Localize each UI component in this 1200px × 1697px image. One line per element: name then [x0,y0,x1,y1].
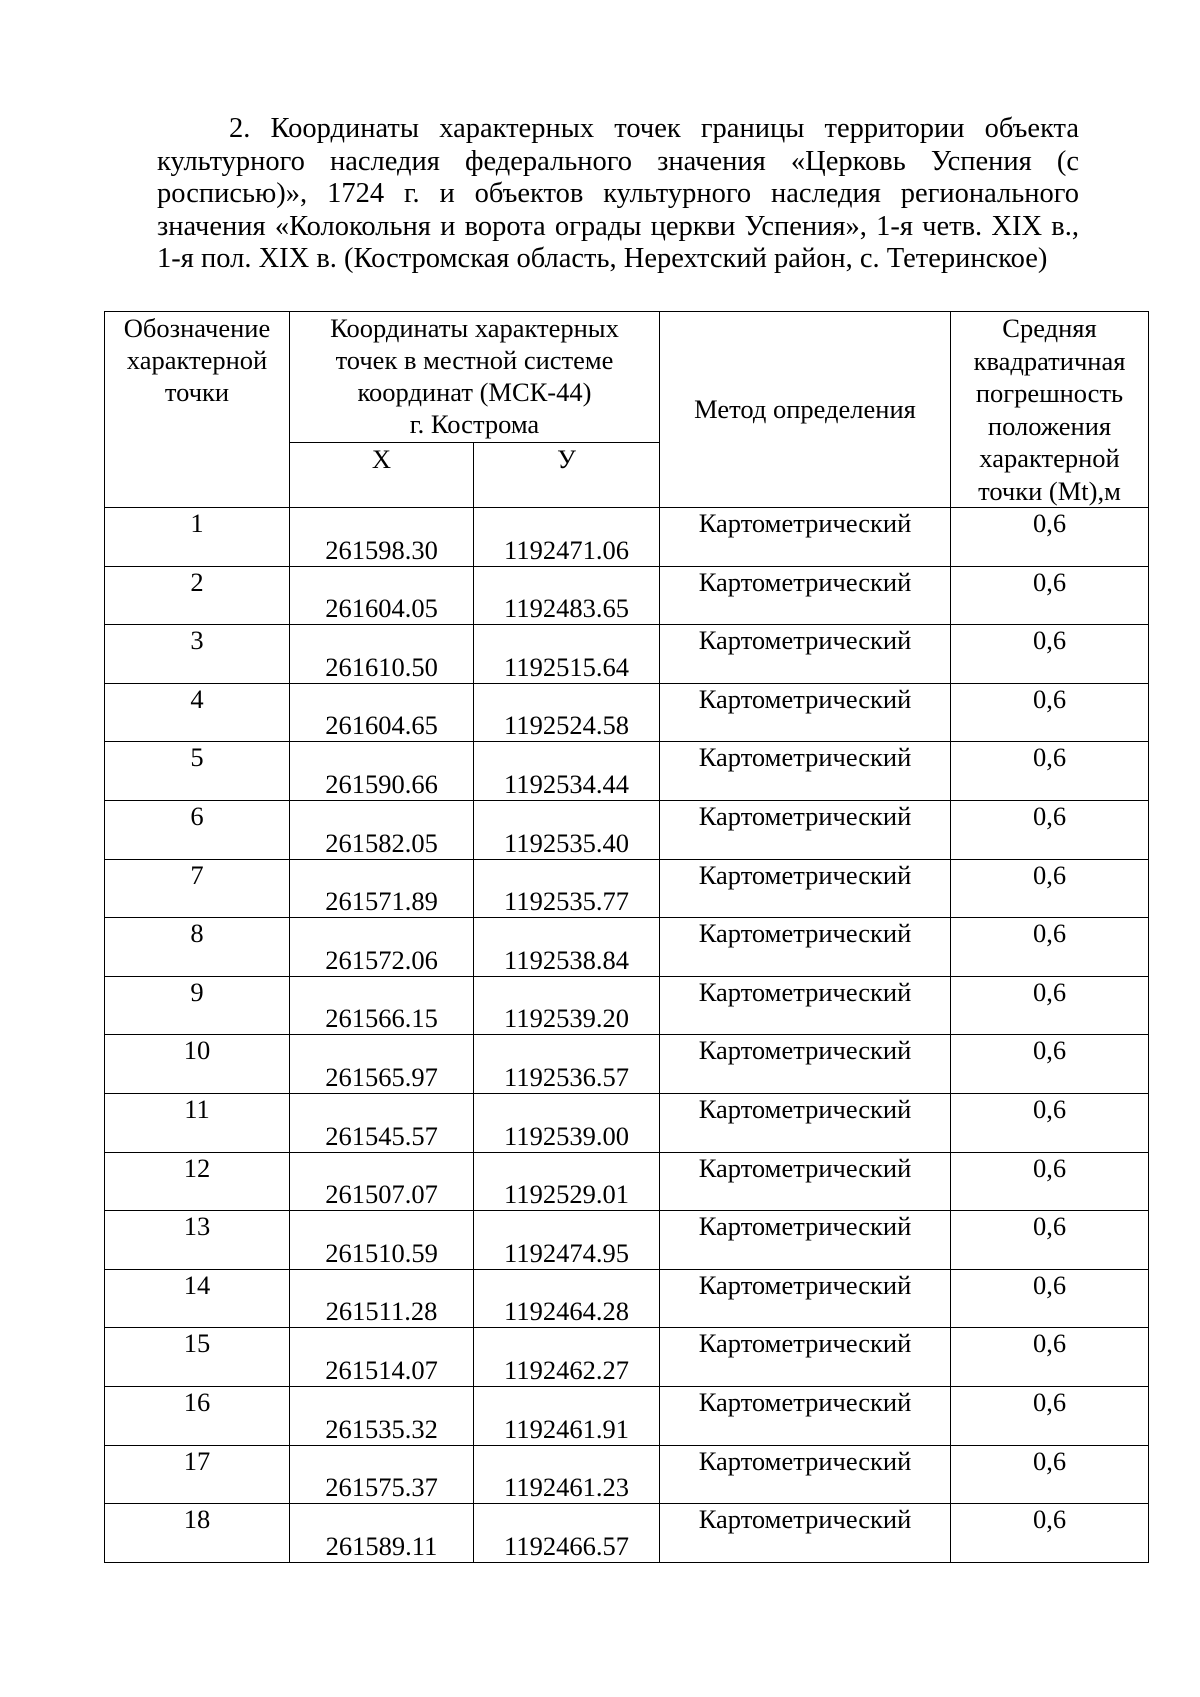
method: Картометрический [660,683,951,742]
error-value: 0,6 [951,1152,1149,1211]
table-row [105,1386,1149,1445]
y-coordinate: 1192461.23 [474,1445,660,1504]
y-coordinate: 1192524.58 [474,683,660,742]
table-row [105,683,1149,742]
table-row [105,1328,1149,1387]
error-value: 0,6 [951,918,1149,977]
table-row [105,800,1149,859]
y-coordinate: 1192535.40 [474,800,660,859]
point-number: 3 [105,625,290,684]
method: Картометрический [660,508,951,567]
y-coordinate: 1192535.77 [474,859,660,918]
method: Картометрический [660,1035,951,1094]
method: Картометрический [660,1269,951,1328]
error-value: 0,6 [951,508,1149,567]
table-row [105,1269,1149,1328]
error-value: 0,6 [951,1445,1149,1504]
point-number: 12 [105,1152,290,1211]
method: Картометрический [660,625,951,684]
table-body [105,508,1149,1563]
x-coordinate: 261510.59 [290,1211,474,1270]
table-row [105,1093,1149,1152]
x-coordinate: 261610.50 [290,625,474,684]
heading-line-5: 1-я пол. XIX в. (Костромская область, Нерехтский район, с. Тетеринское) [157,243,1048,274]
header-point-line: точки [164,377,230,407]
table-row [105,1504,1149,1563]
x-coordinate: 261590.66 [290,742,474,801]
x-coordinate: 261514.07 [290,1328,474,1387]
heading-line-1: 2. Координаты характерных точек границы территории объекта [229,113,1079,144]
y-coordinate: 1192474.95 [474,1211,660,1270]
x-coordinate: 261604.05 [290,566,474,625]
y-coordinate: 1192536.57 [474,1035,660,1094]
header-method: Метод определения [660,312,951,508]
header-error-line: положения [987,410,1112,441]
x-coordinate: 261511.28 [290,1269,474,1328]
method: Картометрический [660,1328,951,1387]
table-row [105,918,1149,977]
error-value: 0,6 [951,1328,1149,1387]
header-y: У [474,443,660,508]
x-coordinate: 261545.57 [290,1093,474,1152]
header-coords-line: координат (МСК-44) [357,377,592,407]
header-coords-line: г. Кострома [409,409,540,439]
x-coordinate: 261565.97 [290,1035,474,1094]
x-coordinate: 261589.11 [290,1504,474,1563]
method: Картометрический [660,1386,951,1445]
header-error-line: Средняя [1002,313,1097,343]
point-number: 8 [105,918,290,977]
method: Картометрический [660,1445,951,1504]
header-error-line: точки (Mt),м [978,475,1121,506]
point-number: 17 [105,1445,290,1504]
y-coordinate: 1192464.28 [474,1269,660,1328]
method: Картометрический [660,1211,951,1270]
error-value: 0,6 [951,1035,1149,1094]
header-point-designation [105,312,290,508]
header-error [951,312,1149,508]
point-number: 5 [105,742,290,801]
method: Картометрический [660,1093,951,1152]
y-coordinate: 1192515.64 [474,625,660,684]
y-coordinate: 1192538.84 [474,918,660,977]
point-number: 4 [105,683,290,742]
error-value: 0,6 [951,1386,1149,1445]
error-value: 0,6 [951,1093,1149,1152]
error-value: 0,6 [951,976,1149,1035]
y-coordinate: 1192539.00 [474,1093,660,1152]
point-number: 7 [105,859,290,918]
heading-line-2: культурного наследия федерального значения «Церковь Успения (с [157,145,1079,177]
x-coordinate: 261604.65 [290,683,474,742]
table-row [105,742,1149,801]
y-coordinate: 1192462.27 [474,1328,660,1387]
error-value: 0,6 [951,566,1149,625]
x-coordinate: 261571.89 [290,859,474,918]
point-number: 9 [105,976,290,1035]
header-x: Х [290,443,474,508]
error-value: 0,6 [951,742,1149,801]
error-value: 0,6 [951,1211,1149,1270]
point-number: 1 [105,508,290,567]
point-number: 14 [105,1269,290,1328]
y-coordinate: 1192529.01 [474,1152,660,1211]
x-coordinate: 261535.32 [290,1386,474,1445]
method: Картометрический [660,800,951,859]
header-point-line: характерной [126,345,268,375]
error-value: 0,6 [951,625,1149,684]
document-heading [157,113,1079,276]
table-row [105,1035,1149,1094]
point-number: 6 [105,800,290,859]
point-number: 13 [105,1211,290,1270]
error-value: 0,6 [951,1504,1149,1563]
x-coordinate: 261572.06 [290,918,474,977]
method: Картометрический [660,566,951,625]
header-error-line: характерной [979,443,1120,473]
table-row [105,976,1149,1035]
table-row [105,508,1149,567]
point-number: 11 [105,1093,290,1152]
point-number: 2 [105,566,290,625]
x-coordinate: 261582.05 [290,800,474,859]
point-number: 18 [105,1504,290,1563]
point-number: 10 [105,1035,290,1094]
table-row [105,566,1149,625]
header-point-line: Обозначение [123,313,271,343]
method: Картометрический [660,918,951,977]
method: Картометрический [660,859,951,918]
y-coordinate: 1192539.20 [474,976,660,1035]
error-value: 0,6 [951,859,1149,918]
header-error-line: погрешность [975,378,1124,408]
method: Картометрический [660,1504,951,1563]
error-value: 0,6 [951,1269,1149,1328]
method: Картометрический [660,1152,951,1211]
table-row [105,1445,1149,1504]
table-row [105,1152,1149,1211]
table-row [105,859,1149,918]
y-coordinate: 1192466.57 [474,1504,660,1563]
x-coordinate: 261507.07 [290,1152,474,1211]
error-value: 0,6 [951,800,1149,859]
heading-line-3: росписью)», 1724 г. и объектов культурного наследия регионального [157,178,1079,209]
header-coords-line: точек в местной системе [335,345,614,375]
table-row [105,625,1149,684]
coordinates-table [104,311,1149,1563]
x-coordinate: 261566.15 [290,976,474,1035]
method: Картометрический [660,742,951,801]
x-coordinate: 261575.37 [290,1445,474,1504]
header-coordinates [290,312,660,443]
table-row [105,1211,1149,1270]
header-coords-line: Координаты характерных [330,313,619,343]
point-number: 15 [105,1328,290,1387]
error-value: 0,6 [951,683,1149,742]
x-coordinate: 261598.30 [290,508,474,567]
point-number: 16 [105,1386,290,1445]
y-coordinate: 1192461.91 [474,1386,660,1445]
y-coordinate: 1192534.44 [474,742,660,801]
y-coordinate: 1192483.65 [474,566,660,625]
heading-line-4: значения «Колокольня и ворота ограды церкви Успения», 1-я четв. XIX в., [157,210,1079,242]
header-error-line: квадратичная [973,345,1126,376]
method: Картометрический [660,976,951,1035]
y-coordinate: 1192471.06 [474,508,660,567]
